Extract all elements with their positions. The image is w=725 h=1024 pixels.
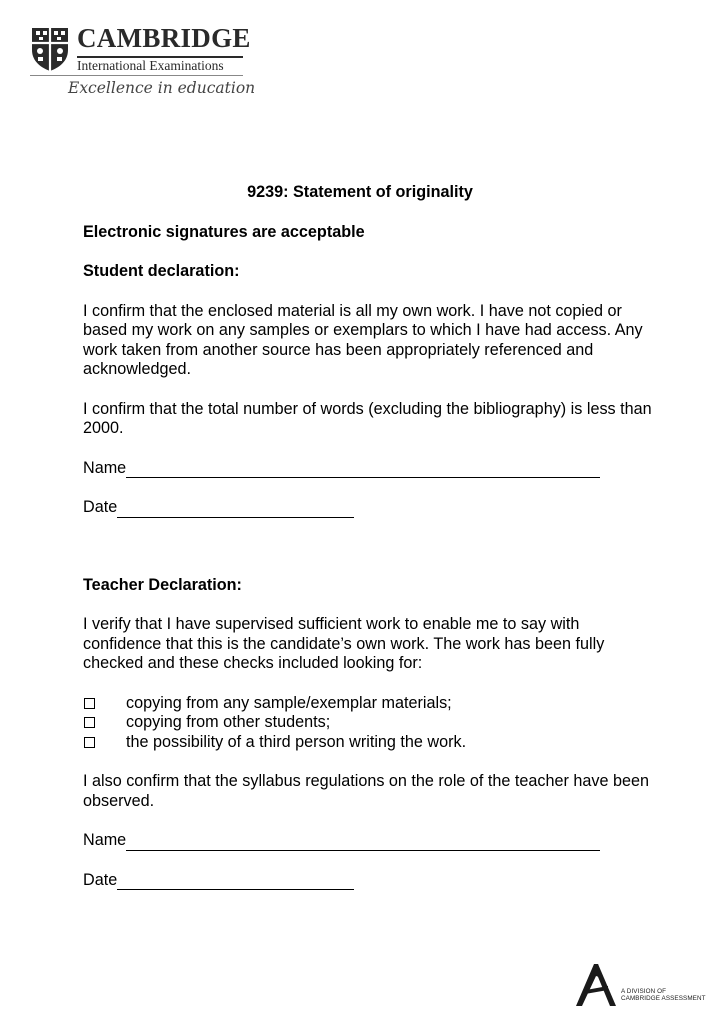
cambridge-assessment-a-icon (572, 960, 618, 1008)
checkbox-icon[interactable] (84, 698, 95, 709)
student-originality-paragraph: I confirm that the enclosed material is all my own work. I have not copied or based my work on any samples or exemplars to which I have had access. Any work taken from another source has been appropriately referenced and acknowledged. (83, 301, 643, 378)
division-line-1: A DIVISION OF (621, 988, 667, 995)
check-item-label: the possibility of a third person writing the work. (126, 732, 467, 751)
electronic-signature-note: Electronic signatures are acceptable (83, 222, 365, 241)
student-name-line[interactable] (126, 460, 600, 478)
teacher-regulations-paragraph: I also confirm that the syllabus regulations on the role of the teacher have been observed. (83, 772, 650, 810)
student-date-label: Date (83, 498, 118, 516)
teacher-name-label: Name (83, 831, 127, 849)
check-item (83, 694, 653, 714)
check-item-label: copying from other students; (126, 713, 331, 731)
cambridge-assessment-badge (572, 960, 712, 1010)
check-item (83, 733, 653, 753)
teacher-date-line[interactable] (117, 872, 354, 890)
division-text (621, 988, 706, 1002)
division-line-2: CAMBRIDGE ASSESSMENT (621, 995, 706, 1003)
checks-list (83, 694, 653, 753)
teacher-verify-paragraph: I verify that I have supervised sufficient work to enable me to say with confidence that this is the candidate’s own work. The work has been fully checked and these checks included looking for: (83, 615, 605, 672)
checkbox-icon[interactable] (84, 717, 95, 728)
tagline: Excellence in education (68, 79, 256, 97)
teacher-date-label: Date (83, 870, 118, 889)
section-gap (83, 538, 653, 576)
check-item (83, 713, 653, 733)
document-body (83, 183, 653, 910)
teacher-declaration-heading: Teacher Declaration: (83, 575, 242, 594)
student-name-field (83, 459, 653, 479)
student-word-count-paragraph: I confirm that the total number of words (excluding the bibliography) is less than 2000. (83, 399, 652, 437)
teacher-date-field (83, 871, 653, 891)
check-item-label: copying from any sample/exemplar materials; (126, 693, 452, 712)
crest-icon (30, 26, 70, 72)
checkbox-icon[interactable] (84, 737, 95, 748)
tagline-rule (30, 75, 243, 76)
brand-subtitle: International Examinations (77, 58, 224, 73)
student-date-field (83, 498, 653, 518)
student-name-label: Name (83, 458, 127, 477)
student-date-line[interactable] (117, 500, 354, 518)
student-declaration-heading: Student declaration: (83, 262, 240, 280)
teacher-name-field (83, 831, 653, 851)
teacher-name-line[interactable] (126, 833, 600, 851)
cambridge-logo (30, 23, 256, 106)
page-title: 9239: Statement of originality (247, 183, 473, 201)
brand-name: CAMBRIDGE (77, 23, 251, 53)
